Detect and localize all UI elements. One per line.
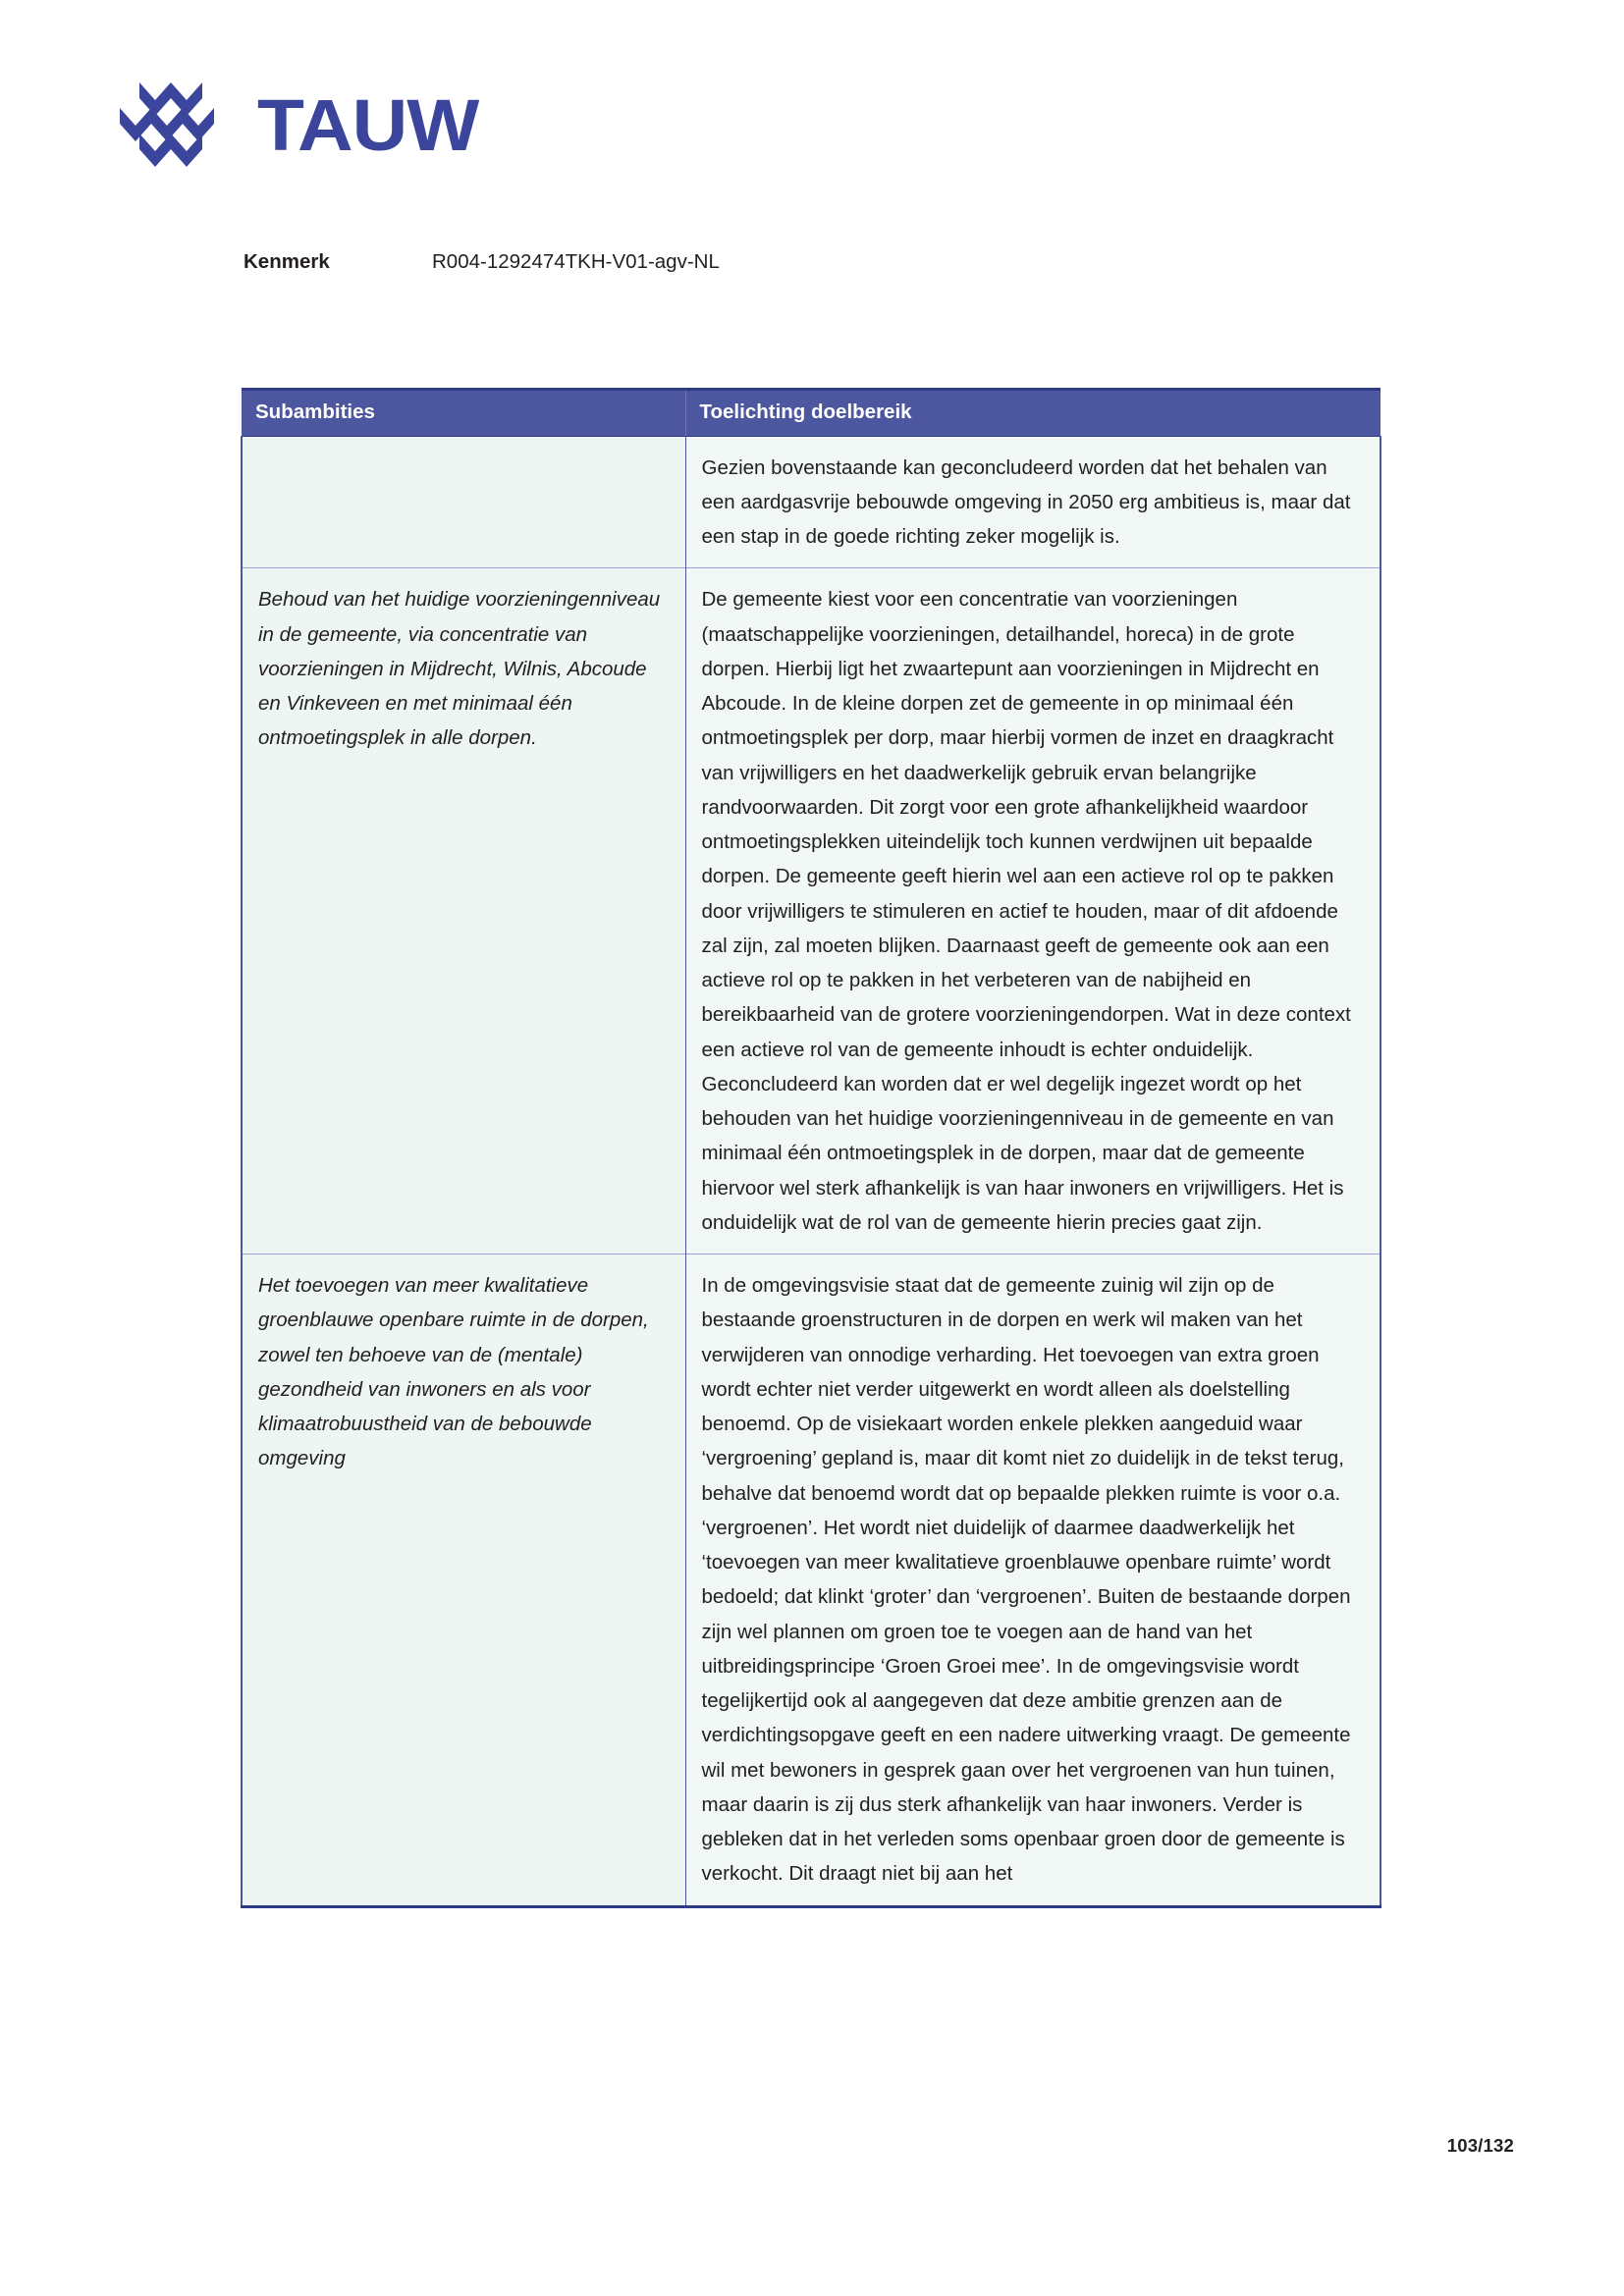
column-header-subambities: Subambities	[242, 390, 685, 437]
page-number: 103/132	[1446, 2135, 1514, 2156]
cell-subambitie	[242, 1255, 685, 1907]
table-row	[242, 568, 1380, 1255]
toelichting-text: In de omgevingsvisie staat dat de gemeente zuinig wil zijn op de bestaande groenstructuren in de dorpen en werk wil maken van het verwijderen van onnodige verharding. Het toevoegen van extra groen wordt echter niet verder uitgewerkt en wordt alleen als doelstelling benoemd. Op de visiekaart worden enkele plekken aangeduid waar ‘vergroening’ gepland is, maar dit komt niet zo duidelijk in de tekst terug, behalve dat benoemd wordt dat op bepaalde plekken ruimte is voor o.a. ‘vergroenen’. Het wordt niet duidelijk of daarmee daadwerkelijk het ‘toevoegen van meer kwalitatieve groenblauwe openbare ruimte’ wordt bedoeld; dat klinkt ‘groter’ dan ‘vergroenen’. Buiten de bestaande dorpen zijn wel plannen om groen toe te voegen aan de hand van het uitbreidingsprincipe ‘Groen Groei mee’. In de omgevingsvisie wordt tegelijkertijd ook al aangegeven dat deze ambitie grenzen aan de verdichtingsopgave geeft en een nadere uitwerking vraagt. De gemeente wil met bewoners in gesprek gaan over het vergroenen van hun tuinen, maar daarin is zij dus sterk afhankelijk van haar inwoners. Verder is gebleken dat in het verleden soms openbaar groen door de gemeente is verkocht. Dit draagt niet bij aan het	[701, 1274, 1351, 1886]
subambitie-text: Het toevoegen van meer kwalitatieve groenblauwe openbare ruimte in de dorpen, zowel ten behoeve van de (mentale) gezondheid van inwoners en als voor klimaatrobuustheid van de bebouwde omgeving	[258, 1274, 649, 1470]
kenmerk-row	[244, 250, 720, 274]
tauw-chevron-logo-icon	[106, 77, 232, 174]
table-row	[242, 436, 1380, 568]
cell-toelichting	[685, 436, 1380, 568]
toelichting-text: De gemeente kiest voor een concentratie van voorzieningen (maatschappelijke voorzieningen, detailhandel, horeca) in de grote dorpen. Hierbij ligt het zwaartepunt aan voorzieningen in Mijdrecht en Abcoude. In de kleine dorpen zet de gemeente in op minimaal één ontmoetingsplek per dorp, maar hierbij vormen de inzet en draagkracht van vrijwilligers en het daadwerkelijk gebruik ervan belangrijke randvoorwaarden. Dit zorgt voor een grote afhankelijkheid waardoor ontmoetingsplekken uiteindelijk toch kunnen verdwijnen uit bepaalde dorpen. De gemeente geeft hierin wel aan een actieve rol op te pakken door vrijwilligers te stimuleren en actief te houden, maar of dit afdoende zal zijn, zal moeten blijken. Daarnaast geeft de gemeente ook aan een actieve rol op te pakken in het verbeteren van de nabijheid en bereikbaarheid van de grotere voorzieningendorpen. Wat in deze context een actieve rol van de gemeente inhoudt is echter onduidelijk. Geconcludeerd kan worden dat er wel degelijk ingezet wordt op het behouden van het huidige voorzieningenniveau in de gemeente en van minimaal één ontmoetingsplek in de dorpen, maar dat de gemeente hiervoor wel sterk afhankelijk is van haar inwoners en vrijwilligers. Het is onduidelijk wat de rol van de gemeente hierin precies gaat zijn.	[701, 588, 1351, 1234]
column-header-toelichting-doelbereik: Toelichting doelbereik	[685, 390, 1380, 437]
toelichting-text: Gezien bovenstaande kan geconcludeerd worden dat het behalen van een aardgasvrije bebouwde omgeving in 2050 erg ambitieus is, maar dat een stap in de goede richting zeker mogelijk is.	[701, 455, 1351, 549]
cell-toelichting	[685, 1255, 1380, 1907]
subambitie-text: Behoud van het huidige voorzieningenniveau in de gemeente, via concentratie van voorzieningen in Mijdrecht, Wilnis, Abcoude en Vinkeveen en met minimaal één ontmoetingsplek in alle dorpen.	[258, 588, 661, 750]
kenmerk-value: R004-1292474TKH-V01-agv-NL	[432, 250, 720, 273]
table-header-row	[242, 390, 1380, 437]
brand-logo	[106, 77, 479, 174]
cell-subambitie	[242, 436, 685, 568]
table-row	[242, 1255, 1380, 1907]
cell-subambitie	[242, 568, 685, 1255]
cell-toelichting	[685, 568, 1380, 1255]
kenmerk-label: Kenmerk	[244, 250, 330, 273]
subambities-table	[241, 388, 1381, 1908]
brand-wordmark: TAUW	[257, 83, 479, 166]
